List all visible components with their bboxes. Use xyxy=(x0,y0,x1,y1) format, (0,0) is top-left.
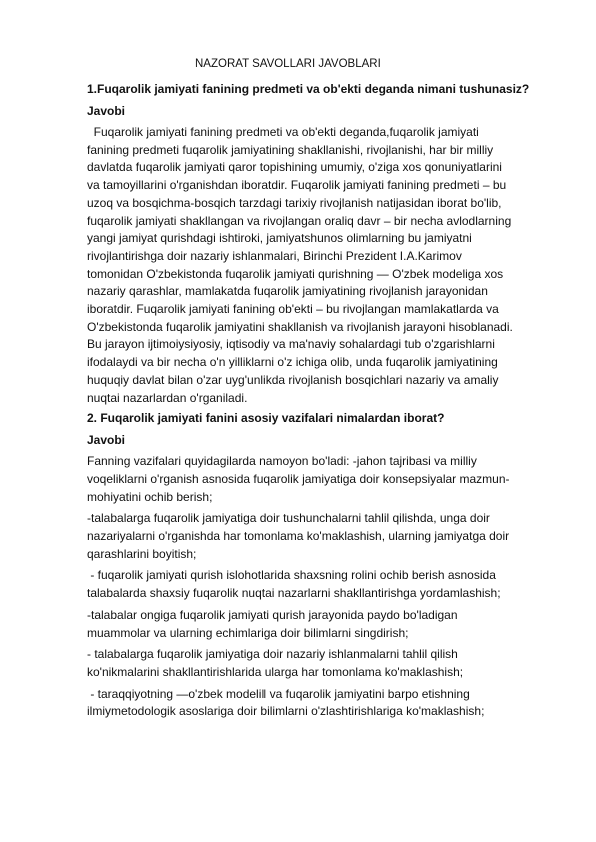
text-line: ifodalaydi va bir necha o'n yilliklarni o'z ichiga olib, unda fuqarolik jamiyatining xyxy=(87,355,498,370)
text-line: mohiyatini ochib berish; xyxy=(87,489,213,504)
answer-paragraph xyxy=(87,510,538,563)
text-line: nazariyalarni o'rganishda har tomonlama ko'maklashish, ularning jamiyatga doir xyxy=(87,529,510,544)
text-line: huquqiy davlat bilan o'zar uyg'unlikda rivojlanish bosqichlari nazariy va amaliy xyxy=(87,372,499,387)
text-line: Fanning vazifalari quyidagilarda namoyon bo'ladi: -jahon tajribasi va milliy xyxy=(87,454,477,469)
text-line: Fuqarolik jamiyati fanining predmeti va ob'ekti deganda,fuqarolik jamiyati xyxy=(87,125,479,139)
text-line: - fuqarolik jamiyati qurish islohotlarida shaxsning rolini ochib berish asnosida xyxy=(87,568,496,583)
text-line: -talabalarga fuqarolik jamiyatiga doir tushunchalarni tahlil qilishda, unga doir xyxy=(87,511,490,526)
text-line: fanining predmeti fuqarolik jamiyatining shakllanishi, rivojlanishi, har bir milliy xyxy=(87,142,494,157)
answer-paragraph xyxy=(87,453,538,506)
text-line: talabalarda shaxsiy fuqarolik nuqtai nazarlarni shakllantirishga yordamlashish; xyxy=(87,586,501,601)
document-body xyxy=(87,82,538,721)
answer-paragraph xyxy=(87,124,538,407)
answer-paragraph xyxy=(87,686,538,721)
text-line: nazariy qarashlar, mamlakatda fuqarolik jamiyatining rivojlanish jarayonidan xyxy=(87,284,488,299)
document-title: NAZORAT SAVOLLARI JAVOBLARI xyxy=(195,58,381,70)
answer-label: Javobi xyxy=(87,104,126,118)
text-line: nuqtai nazarlardan o'rganiladi. xyxy=(87,390,248,405)
answer-paragraph xyxy=(87,607,538,642)
text-line: - talabalarga fuqarolik jamiyatiga doir nazariy ishlanmalarni tahlil qilish xyxy=(87,647,458,662)
text-line: muammolar va ularning echimlariga doir bilimlarni singdirish; xyxy=(87,625,409,640)
question-heading: 1.Fuqarolik jamiyati fanining predmeti va ob'ekti deganda nimani tushunasiz? xyxy=(87,82,530,96)
text-line: Bu jarayon ijtimoiysiyosiy, iqtisodiy va ma'naviy sohalardagi tub o'zgarishlarni xyxy=(87,337,495,352)
text-line: - taraqqiyotning —o'zbek modeli‖ va fuqarolik jamiyatini barpo etishning xyxy=(87,686,470,701)
text-line: qarashlarini boyitish; xyxy=(87,546,197,561)
answer-paragraph xyxy=(87,646,538,681)
text-line: iboratdir. Fuqarolik jamiyati fanining ob'ekti – bu rivojlangan mamlakatlarda va xyxy=(87,302,499,317)
question-heading: 2. Fuqarolik jamiyati fanini asosiy vazifalari nimalardan iborat? xyxy=(87,411,445,426)
text-line: ko'nikmalarini shakllantirishlarida ularga har tomonlama ko'maklashish; xyxy=(87,664,464,679)
text-line: uzoq va bosqichma-bosqich tarzdagi tarixiy rivojlanish natijasidan iborat bo'lib, xyxy=(87,195,502,210)
text-line: davlatda fuqarolik jamiyati qaror topishining umumiy, o'ziga xos qonuniyatlarini xyxy=(87,160,502,175)
text-line: voqeliklarni o'rganish asnosida fuqarolik jamiyatiga doir konsepsiyalar mazmun- xyxy=(87,471,510,486)
text-line: fuqarolik jamiyati shakllangan va rivojlangan oraliq davr – bir necha avlodlarning xyxy=(87,213,512,228)
text-line: tomonidan O'zbekistonda fuqarolik jamiyati qurishning — O'zbek modeliga xos xyxy=(87,266,504,281)
answer-label: Javobi xyxy=(87,433,126,448)
text-line: ilmiymetodologik asoslariga doir bilimlarni o'zlashtirishlariga ko'maklashish; xyxy=(87,704,485,719)
text-line: O'zbekistonda fuqarolik jamiyatini shakllanish va rivojlanish jarayoni hisoblanadi. xyxy=(87,319,513,334)
answer-paragraph xyxy=(87,567,538,602)
text-line: yangi jamiyat qurishdagi ishtiroki, jamiyatshunos olimlarning bu jamiyatni xyxy=(87,231,472,246)
text-line: -talabalar ongiga fuqarolik jamiyati qurish jarayonida paydo bo'ladigan xyxy=(87,607,458,622)
text-line: va tamoyillarini o'rganishdan iboratdir. Fuqarolik jamiyati fanining predmeti – bu xyxy=(87,178,507,193)
text-line: rivojlantirishga doir nazariy ishlanmalari, Birinchi Prezident I.A.Karimov xyxy=(87,248,462,263)
